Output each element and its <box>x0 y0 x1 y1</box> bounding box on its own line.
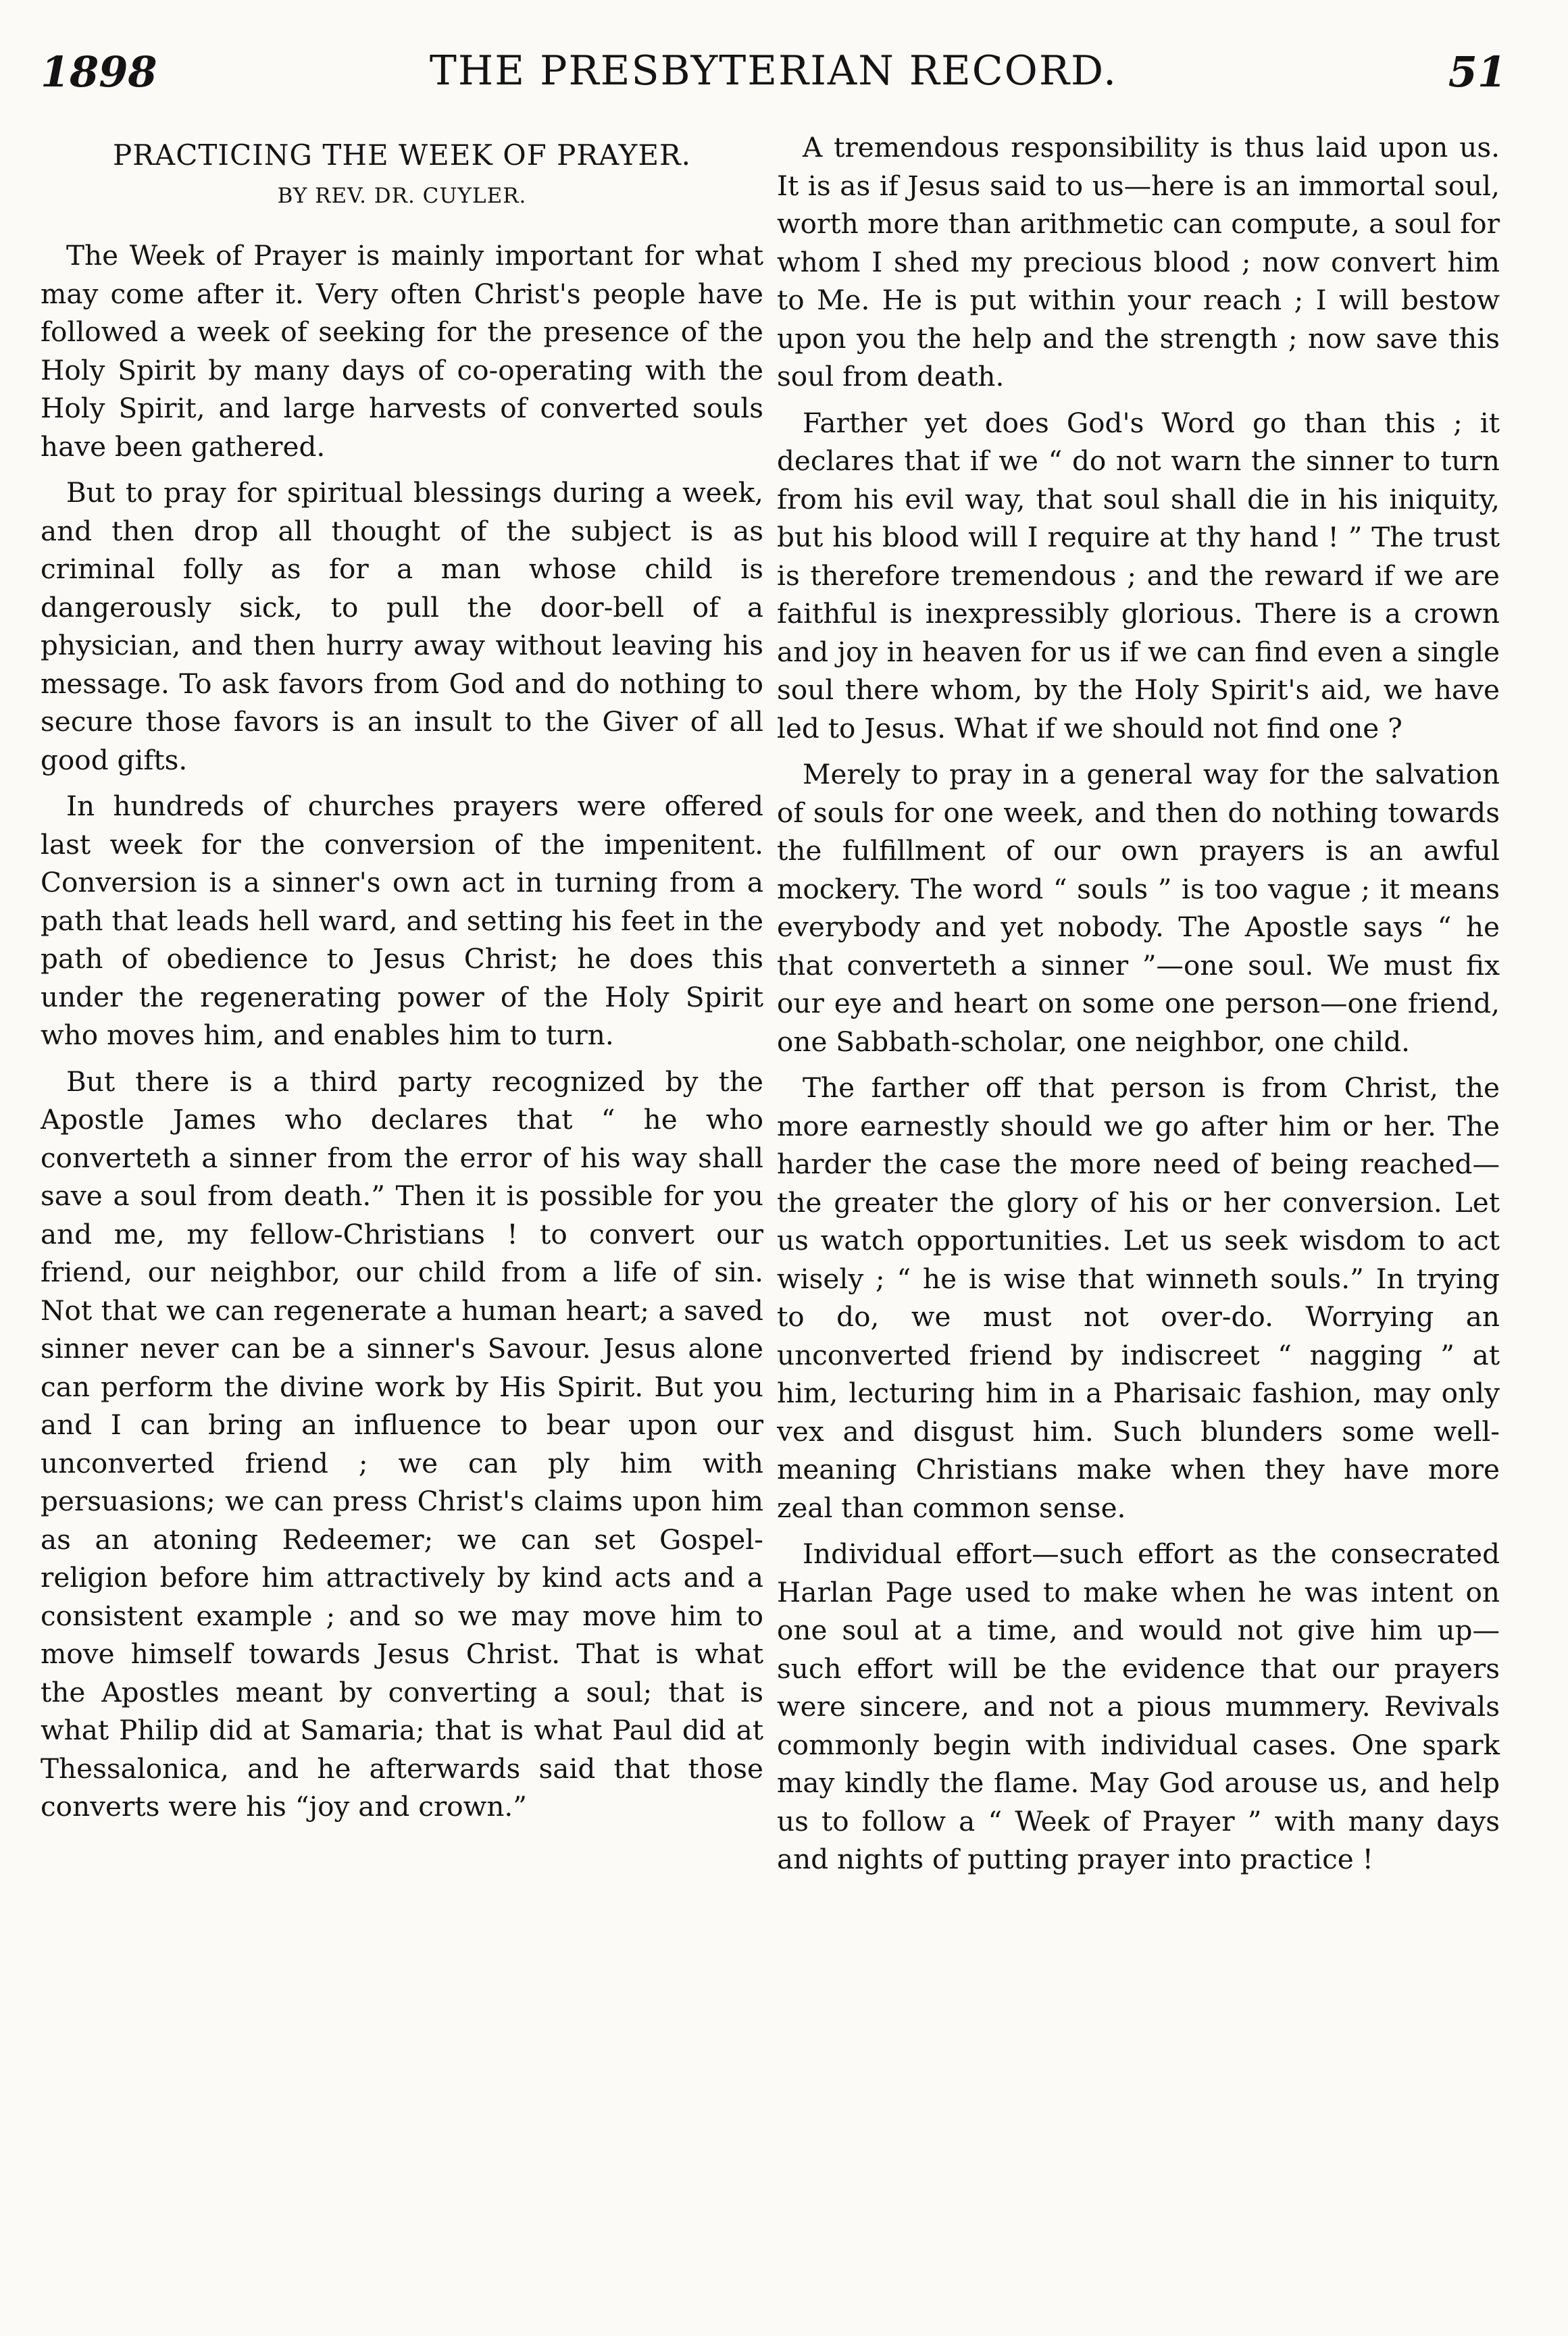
paragraph: The Week of Prayer is mainly important for what may come after it. Very often Christ's people have followed a week of seeking for the presence of the Holy Spirit by many days of co-operating with the Holy Spirit, and large harvests of converted souls have been gathered. <box>41 239 763 463</box>
page-header <box>41 47 1507 108</box>
paragraph: Merely to pray in a general way for the salvation of souls for one week, and then do nothing towards the fulfillment of our own prayers is an awful mockery. The word “ souls ” is too vague ; it means everybody and yet nobody. The Apostle says “ he that converteth a sinner ”—one soul. We must fix our eye and heart on some one person—one friend, one Sabbath-scholar, one neighbor, one child. <box>777 758 1500 1058</box>
right-column <box>777 128 1500 1887</box>
paragraph: But to pray for spiritual blessings during a week, and then drop all thought of the subject is as criminal folly as for a man whose child is dangerously sick, to pull the door-bell of a physician, and then hurry away without leaving his message. To ask favors from God and do nothing to secure those favors is an insult to the Giver of all good gifts. <box>41 476 763 776</box>
paragraph: The farther off that person is from Christ, the more earnestly should we go after him or her. The harder the case the more need of being reached—the greater the glory of his or her conversion. Let us watch opportunities. Let us seek wisdom to act wisely ; “ he is wise that winneth souls.” In trying to do, we must not over-do. Worrying an unconverted friend by indiscreet “ nagging ” at him, lecturing him in a Pharisaic fashion, may only vex and disgust him. Such blunders some well-meaning Christians make when they have more zeal than common sense. <box>777 1071 1500 1524</box>
paragraph: But there is a third party recognized by the Apostle James who declares that “ he who converteth a sinner from the error of his way shall save a soul from death.” Then it is possible for you and me, my fellow-Christians ! to convert our friend, our neighbor, our child from a life of sin. Not that we can regenerate a human heart; a saved sinner never can be a sinner's Savour. Jesus alone can perform the divine work by His Spirit. But you and I can bring an influence to bear upon our unconverted friend ; we can ply him with persuasions; we can press Christ's claims upon him as an atoning Redeemer; we can set Gospel-religion before him attractively by kind acts and a consistent example ; and so we may move him to move himself towards Jesus Christ. That is what the Apostles meant by converting a soul; that is what Philip did at Samaria; that is what Paul did at Thessalonica, and he afterwards said that those converts were his “joy and crown.” <box>41 1065 763 1823</box>
paragraph: Individual effort—such effort as the consecrated Harlan Page used to make when he was intent on one soul at a time, and would not give him up—such effort will be the evidence that our prayers were sincere, and not a pious mummery. Revivals commonly begin with individual cases. One spark may kindly the flame. May God arouse us, and help us to follow a “ Week of Prayer ” with many days and nights of putting prayer into practice ! <box>777 1538 1500 1875</box>
article-byline: BY REV. DR. CUYLER. <box>277 184 527 208</box>
paragraph: A tremendous responsibility is thus laid upon us. It is as if Jesus said to us—here is an immortal soul, worth more than arithmetic can compute, a soul for whom I shed my precious blood ; now convert him to Me. He is put within your reach ; I will bestow upon you the help and the strength ; now save this soul from death. <box>777 131 1500 392</box>
page-number: 51 <box>1448 47 1507 97</box>
paragraph: Farther yet does God's Word go than this ; it declares that if we “ do not warn the sinner to turn from his evil way, that soul shall die in his iniquity, but his blood will I require at thy hand ! ” The trust is therefore tremendous ; and the reward if we are faithful is inexpressibly glorious. There is a crown and joy in heaven for us if we can find even a single soul there whom, by the Holy Spirit's aid, we have led to Jesus. What if we should not find one ? <box>777 406 1500 744</box>
left-column <box>41 128 763 1834</box>
header-year: 1898 <box>41 47 157 97</box>
paragraph: In hundreds of churches prayers were offered last week for the conversion of the impenitent. Conversion is a sinner's own act in turning from a path that leads hell ward, and setting his feet in the path of obedience to Jesus Christ; he does this under the regenerating power of the Holy Spirit who moves him, and enables him to turn. <box>41 790 763 1051</box>
publication-title: THE PRESBYTERIAN RECORD. <box>429 47 1118 95</box>
article-title: PRACTICING THE WEEK OF PRAYER. <box>113 138 691 172</box>
